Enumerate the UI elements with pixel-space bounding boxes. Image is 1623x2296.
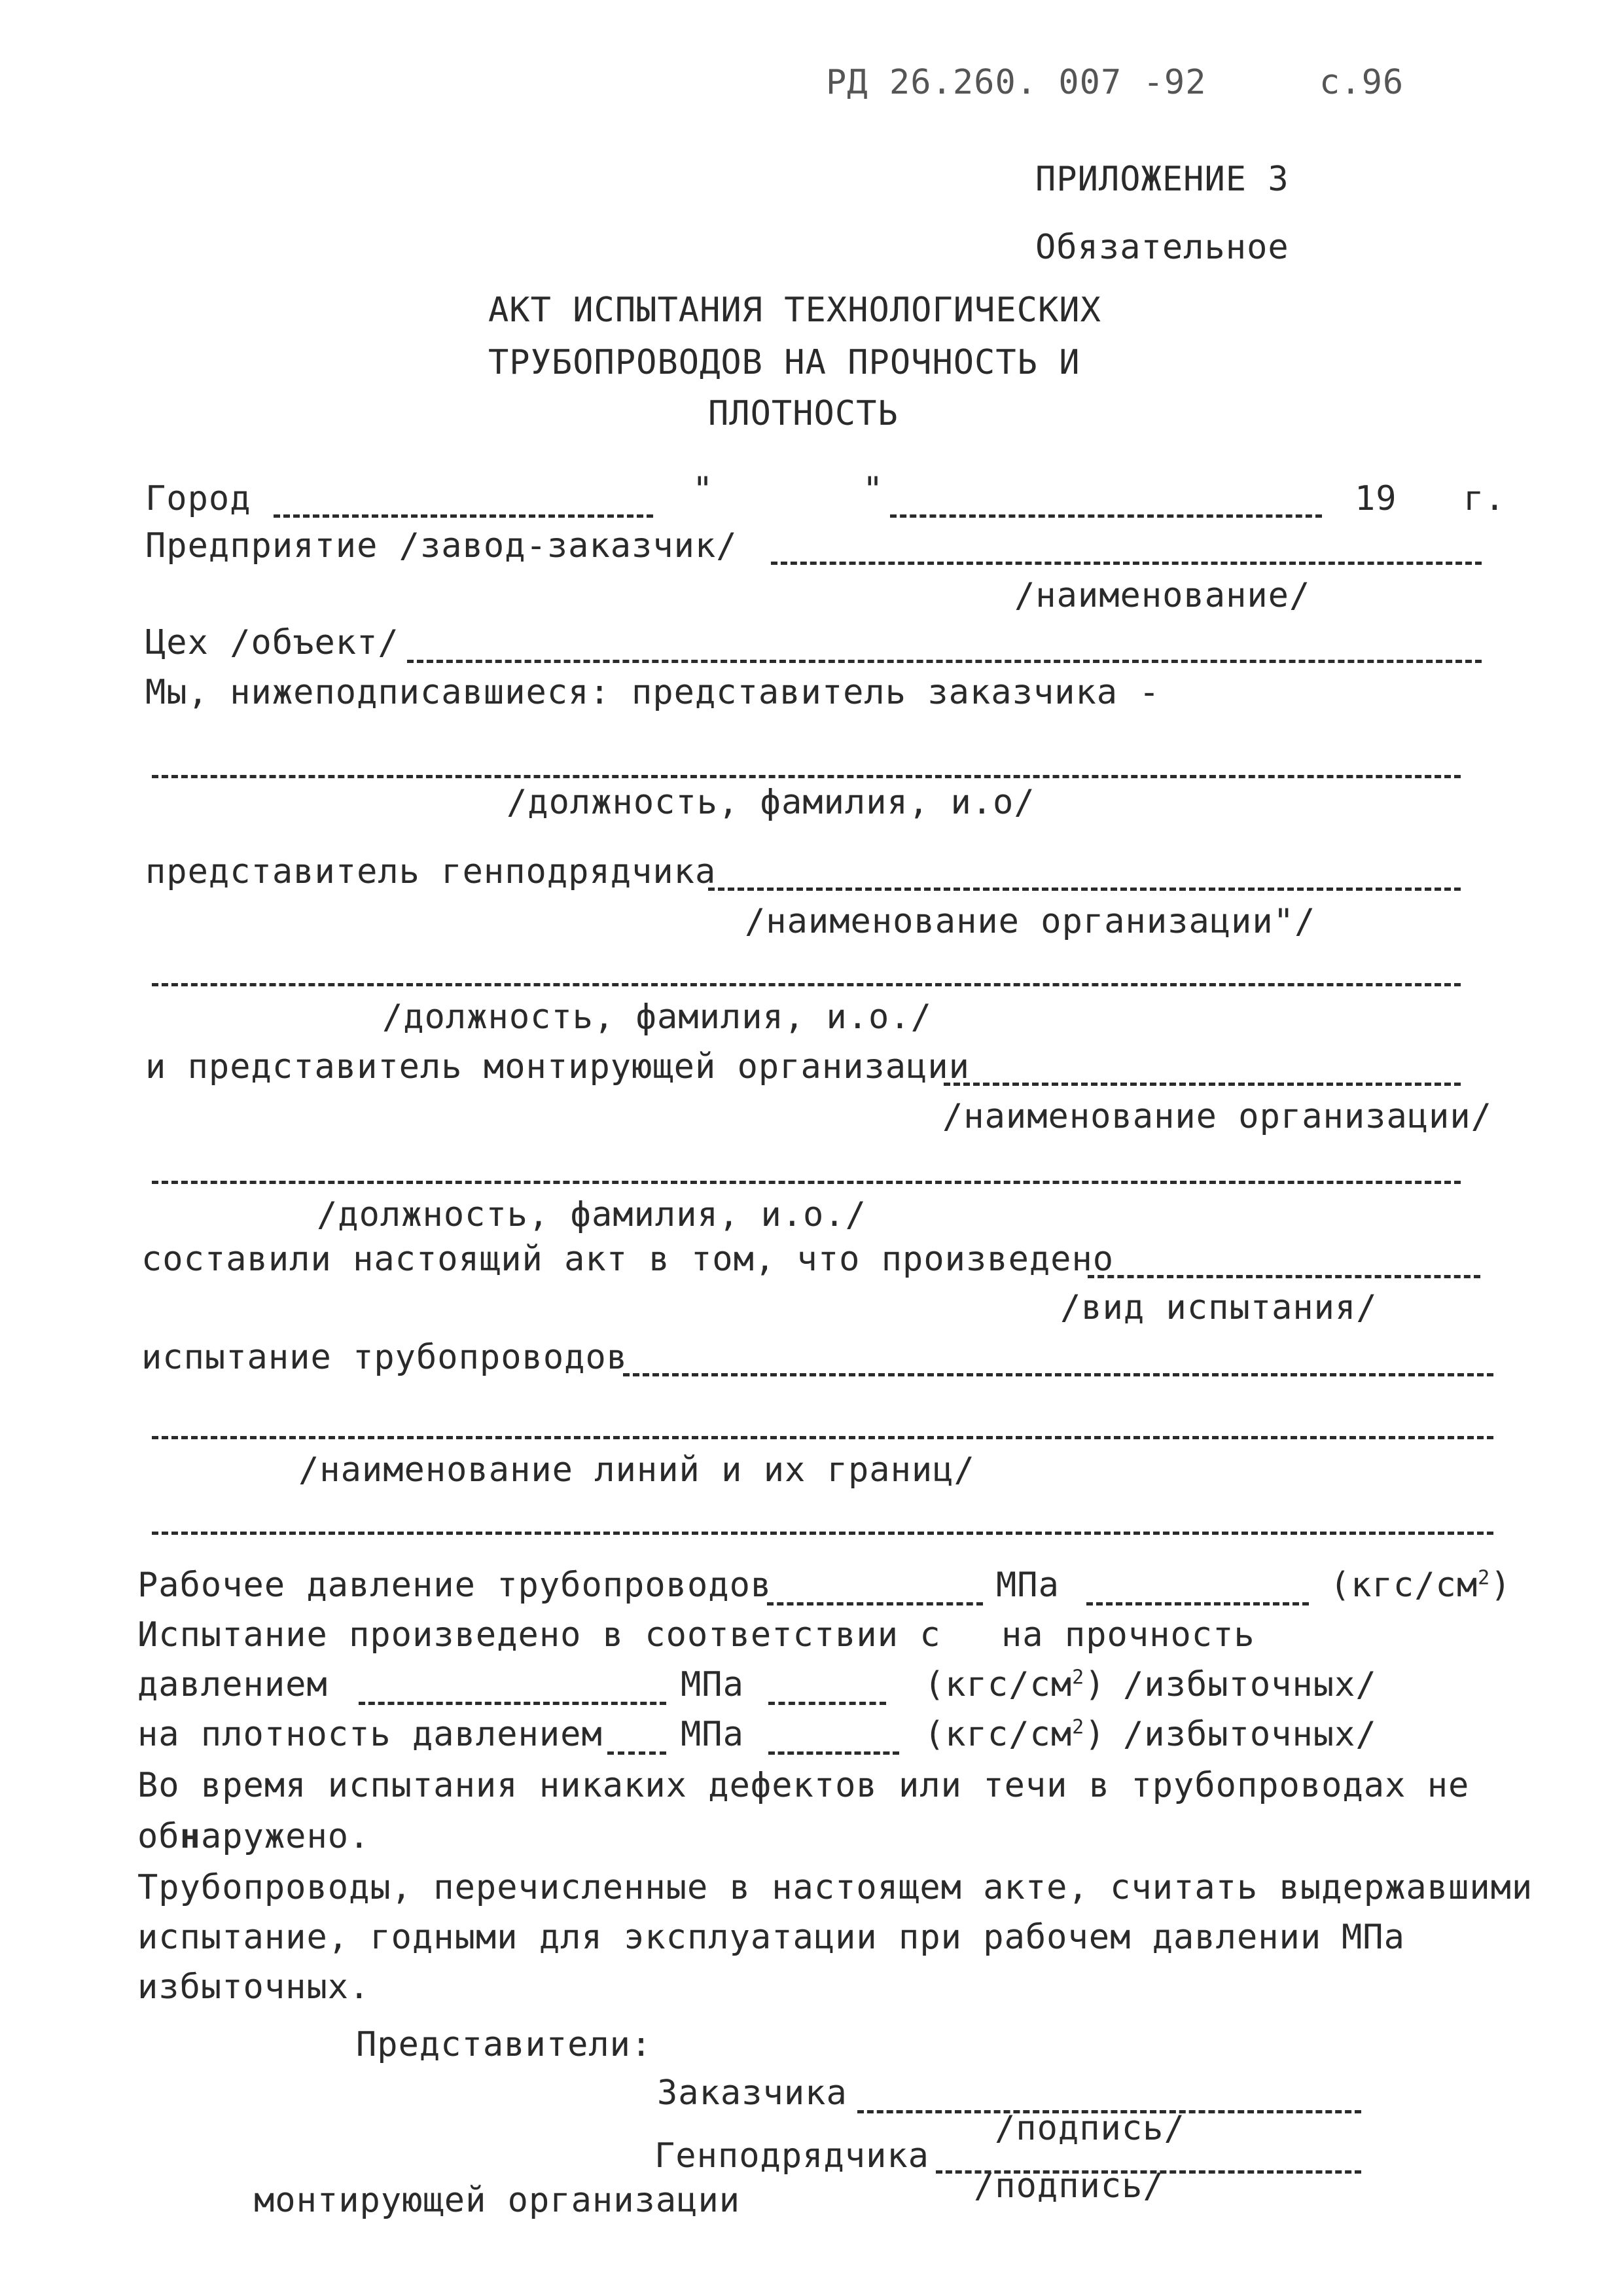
strength-pressure-mpa-field[interactable] <box>359 1702 666 1705</box>
work-pressure-kgf-field[interactable] <box>1086 1602 1309 1605</box>
customer-signature-label: Заказчика <box>657 2073 847 2113</box>
pipeline-test-field[interactable] <box>623 1373 1493 1376</box>
gencontractor-org-field[interactable] <box>708 888 1461 891</box>
conclusion-line-4: испытание, годными для эксплуатации при рабочем давлении <box>137 1918 1322 1957</box>
year-suffix: г. <box>1463 479 1506 518</box>
conclusion-unit-mpa: МПа <box>1342 1918 1405 1957</box>
pipeline-test-label: испытание трубопроводов <box>141 1338 628 1377</box>
work-pressure-mpa-field[interactable] <box>767 1602 983 1605</box>
customer-rep-field[interactable] <box>152 775 1461 778</box>
installer-label: и представитель монтирующей организации <box>145 1047 970 1086</box>
gencontractor-signature-hint: /подпись/ <box>974 2166 1164 2206</box>
representatives-heading: Представители: <box>356 2025 652 2064</box>
installer-org-field[interactable] <box>944 1083 1461 1086</box>
undersigned-line: Мы, нижеподписавшиеся: представитель заказчика - <box>145 673 1160 712</box>
gencontractor-person-hint: /должность, фамилия, и.о./ <box>382 997 932 1037</box>
strength-unit-mpa: МПа <box>681 1665 744 1704</box>
enterprise-label: Предприятие /завод-заказчик/ <box>145 526 738 565</box>
city-field[interactable] <box>274 514 653 518</box>
customer-rep-hint: /должность, фамилия, и.о/ <box>507 783 1035 822</box>
density-excess-label: /избыточных/ <box>1123 1715 1377 1754</box>
test-compliance-line: Испытание произведено в соответствии с <box>137 1615 941 1655</box>
customer-signature-hint: /подпись/ <box>995 2109 1185 2148</box>
density-pressure-kgf-field[interactable] <box>768 1751 899 1755</box>
city-label: Город <box>145 479 251 518</box>
density-pressure-mpa-field[interactable] <box>607 1751 666 1755</box>
drafted-label: составили настоящий акт в том, что произведено <box>141 1240 1115 1279</box>
density-unit-mpa: МПа <box>681 1715 744 1754</box>
date-field[interactable] <box>890 514 1322 518</box>
year-prefix: 19 <box>1355 479 1397 518</box>
shop-field[interactable] <box>407 660 1482 663</box>
appendix-label: ПРИЛОЖЕНИЕ 3 <box>1035 160 1289 199</box>
density-pressure-label: на плотность давлением <box>137 1715 603 1754</box>
conclusion-line-2: обнаружено. <box>137 1817 370 1856</box>
pipeline-lines-field-2[interactable] <box>152 1532 1493 1535</box>
test-type-field[interactable] <box>1088 1275 1480 1278</box>
enterprise-field[interactable] <box>771 562 1482 565</box>
strength-label: на прочность <box>1001 1615 1255 1655</box>
title-line-3: ПЛОТНОСТЬ <box>708 394 899 433</box>
title-line-1: АКТ ИСПЫТАНИЯ ТЕХНОЛОГИЧЕСКИХ <box>488 291 1101 330</box>
shop-label: Цех /объект/ <box>145 623 399 662</box>
appendix-status: Обязательное <box>1035 228 1289 267</box>
pipeline-lines-field[interactable] <box>152 1436 1493 1439</box>
gencontractor-person-field[interactable] <box>152 983 1461 986</box>
gencontractor-signature-label: Генподрядчика <box>654 2136 929 2176</box>
work-pressure-unit-mpa: МПа <box>996 1566 1060 1605</box>
title-line-2: ТРУБОПРОВОДОВ НА ПРОЧНОСТЬ И <box>488 343 1080 382</box>
strength-pressure-kgf-field[interactable] <box>768 1702 886 1705</box>
enterprise-hint: /наименование/ <box>1014 576 1311 615</box>
lines-hint: /наименование линий и их границ/ <box>298 1450 975 1490</box>
page-number: с.96 <box>1319 63 1404 102</box>
test-type-hint: /вид испытания/ <box>1060 1288 1378 1327</box>
conclusion-line-5: избыточных. <box>137 1967 370 2007</box>
document-code: РД 26.260. 007 -92 <box>826 63 1207 102</box>
conclusion-line-3: Трубопроводы, перечисленные в настоящем акте, считать выдержавшими <box>137 1868 1533 1907</box>
installer-signature-label: монтирующей организации <box>254 2181 741 2220</box>
strength-unit-kgf: $(кгс/см^2)$ <box>924 1665 1106 1704</box>
quote-close: " <box>863 470 884 509</box>
strength-excess-label: /избыточных/ <box>1123 1665 1377 1704</box>
gencontractor-org-hint: /наименование организации"/ <box>745 902 1316 941</box>
work-pressure-unit-kgf: $(кгс/см^2)$ <box>1330 1566 1512 1605</box>
installer-org-hint: /наименование организации/ <box>942 1097 1492 1136</box>
conclusion-line-1: Во время испытания никаких дефектов или течи в трубопроводах не <box>137 1766 1470 1805</box>
work-pressure-label: Рабочее давление трубопроводов <box>137 1566 772 1605</box>
strength-pressure-label: давлением <box>137 1665 328 1704</box>
installer-person-hint: /должность, фамилия, и.о./ <box>317 1195 866 1234</box>
density-unit-kgf: $(кгс/см^2)$ <box>924 1715 1106 1754</box>
installer-person-field[interactable] <box>152 1181 1461 1184</box>
gencontractor-label: представитель генподрядчика <box>145 852 717 891</box>
quote-open: " <box>692 470 714 509</box>
